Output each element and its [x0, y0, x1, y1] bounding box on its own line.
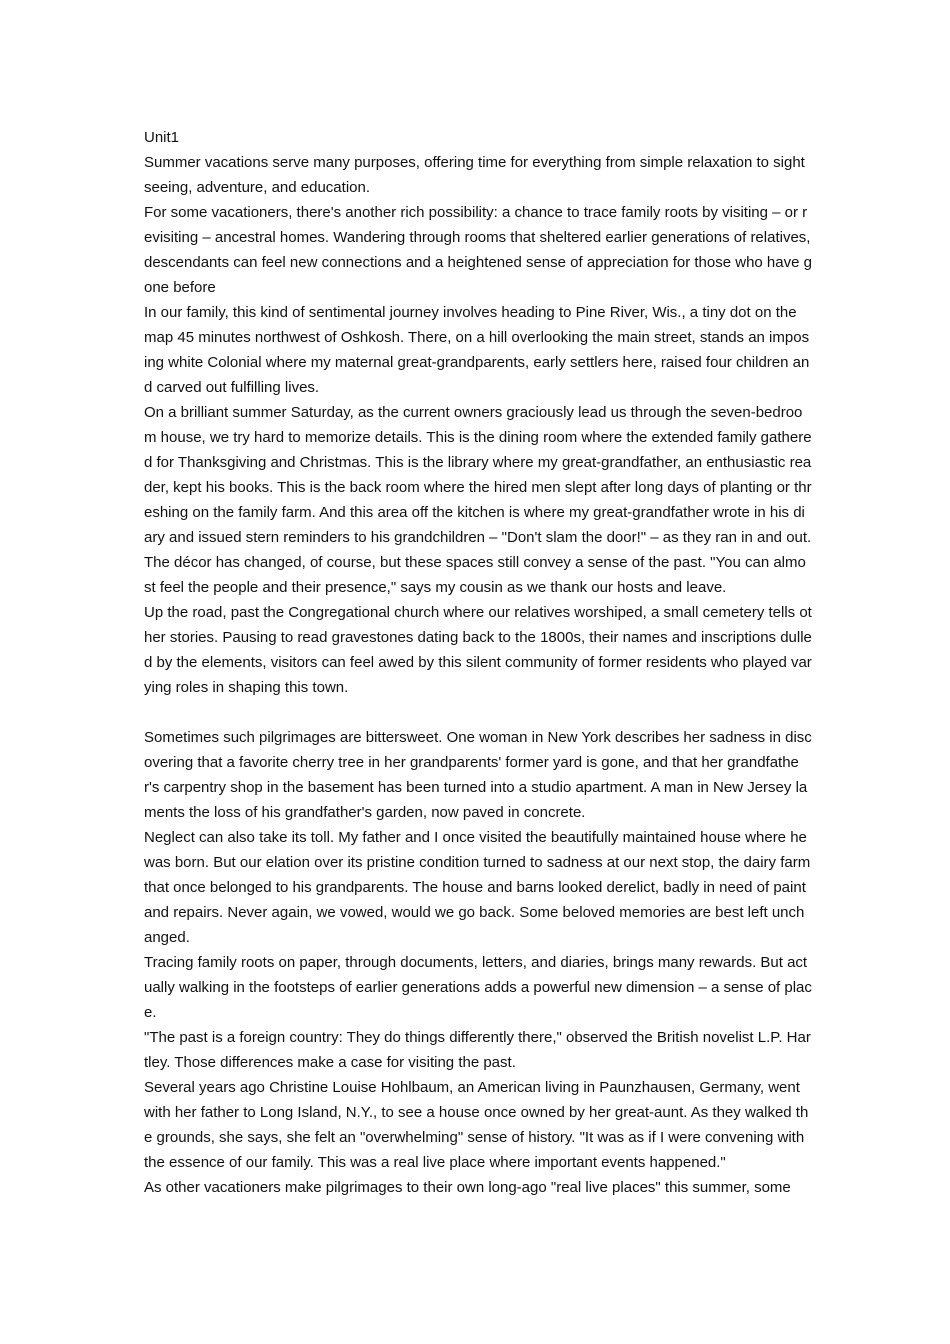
paragraph-6: Up the road, past the Congregational church where our relatives worshiped, a small cemetery tells other stories. Pausing to read gravestones dating back to the 1800s, their names and inscriptions dulled by the elements, visitors can feel awed by this silent community of former residents who played varying roles in shaping this town. [144, 604, 812, 696]
paragraph-7: Sometimes such pilgrimages are bittersweet. One woman in New York describes her sadness in discovering that a favorite cherry tree in her grandparents' former yard is gone, and that her grandfather's carpentry shop in the basement has been turned into a studio apartment. A man in New Jersey laments the loss of his grandfather's garden, now paved in concrete. [144, 729, 812, 821]
paragraph-9: Tracing family roots on paper, through documents, letters, and diaries, brings many rewards. But actually walking in the footsteps of earlier generations adds a powerful new dimension – a sense of place. [144, 954, 812, 1021]
paragraph-12: As other vacationers make pilgrimages to their own long-ago "real live places" this summer, some [144, 1179, 791, 1196]
blank-line [144, 700, 812, 725]
paragraph-3: In our family, this kind of sentimental journey involves heading to Pine River, Wis., a tiny dot on the map 45 minutes northwest of Oshkosh. There, on a hill overlooking the main street, stands an imposing white Colonial where my maternal great-grandparents, early settlers here, raised four children and carved out fulfilling lives. [144, 304, 810, 396]
document-title: Unit1 [144, 129, 180, 146]
document-body [144, 125, 812, 1200]
paragraph-4: On a brilliant summer Saturday, as the current owners graciously lead us through the seven-bedroom house, we try hard to memorize details. This is the dining room where the extended family gathered for Thanksgiving and Christmas. This is the library where my great-grandfather, an enthusiastic reader, kept his books. This is the back room where the hired men slept after long days of planting or threshing on the family farm. And this area off the kitchen is where my great-grandfather wrote in his diary and issued stern reminders to his grandchildren – "Don't slam the door!" – as they ran in and out. [144, 404, 812, 546]
paragraph-5: The décor has changed, of course, but these spaces still convey a sense of the past. "You can almost feel the people and their presence," says my cousin as we thank our hosts and leave. [144, 554, 806, 596]
paragraph-2: For some vacationers, there's another rich possibility: a chance to trace family roots by visiting – or revisiting – ancestral homes. Wandering through rooms that sheltered earlier generations of relatives, descendants can feel new connections and a heightened sense of appreciation for those who have gone before [144, 204, 812, 296]
paragraph-11: Several years ago Christine Louise Hohlbaum, an American living in Paunzhausen, Germany, went with her father to Long Island, N.Y., to see a house once owned by her great-aunt. As they walked the grounds, she says, she felt an "overwhelming" sense of history. "It was as if I were convening with the essence of our family. This was a real live place where important events happened." [144, 1079, 809, 1171]
paragraph-10: "The past is a foreign country: They do things differently there," observed the British novelist L.P. Hartley. Those differences make a case for visiting the past. [144, 1029, 811, 1071]
paragraph-8: Neglect can also take its toll. My father and I once visited the beautifully maintained house where he was born. But our elation over its pristine condition turned to sadness at our next stop, the dairy farm that once belonged to his grandparents. The house and barns looked derelict, badly in need of paint and repairs. Never again, we vowed, would we go back. Some beloved memories are best left unchanged. [144, 829, 811, 946]
paragraph-1: Summer vacations serve many purposes, offering time for everything from simple relaxation to sightseeing, adventure, and education. [144, 154, 805, 196]
